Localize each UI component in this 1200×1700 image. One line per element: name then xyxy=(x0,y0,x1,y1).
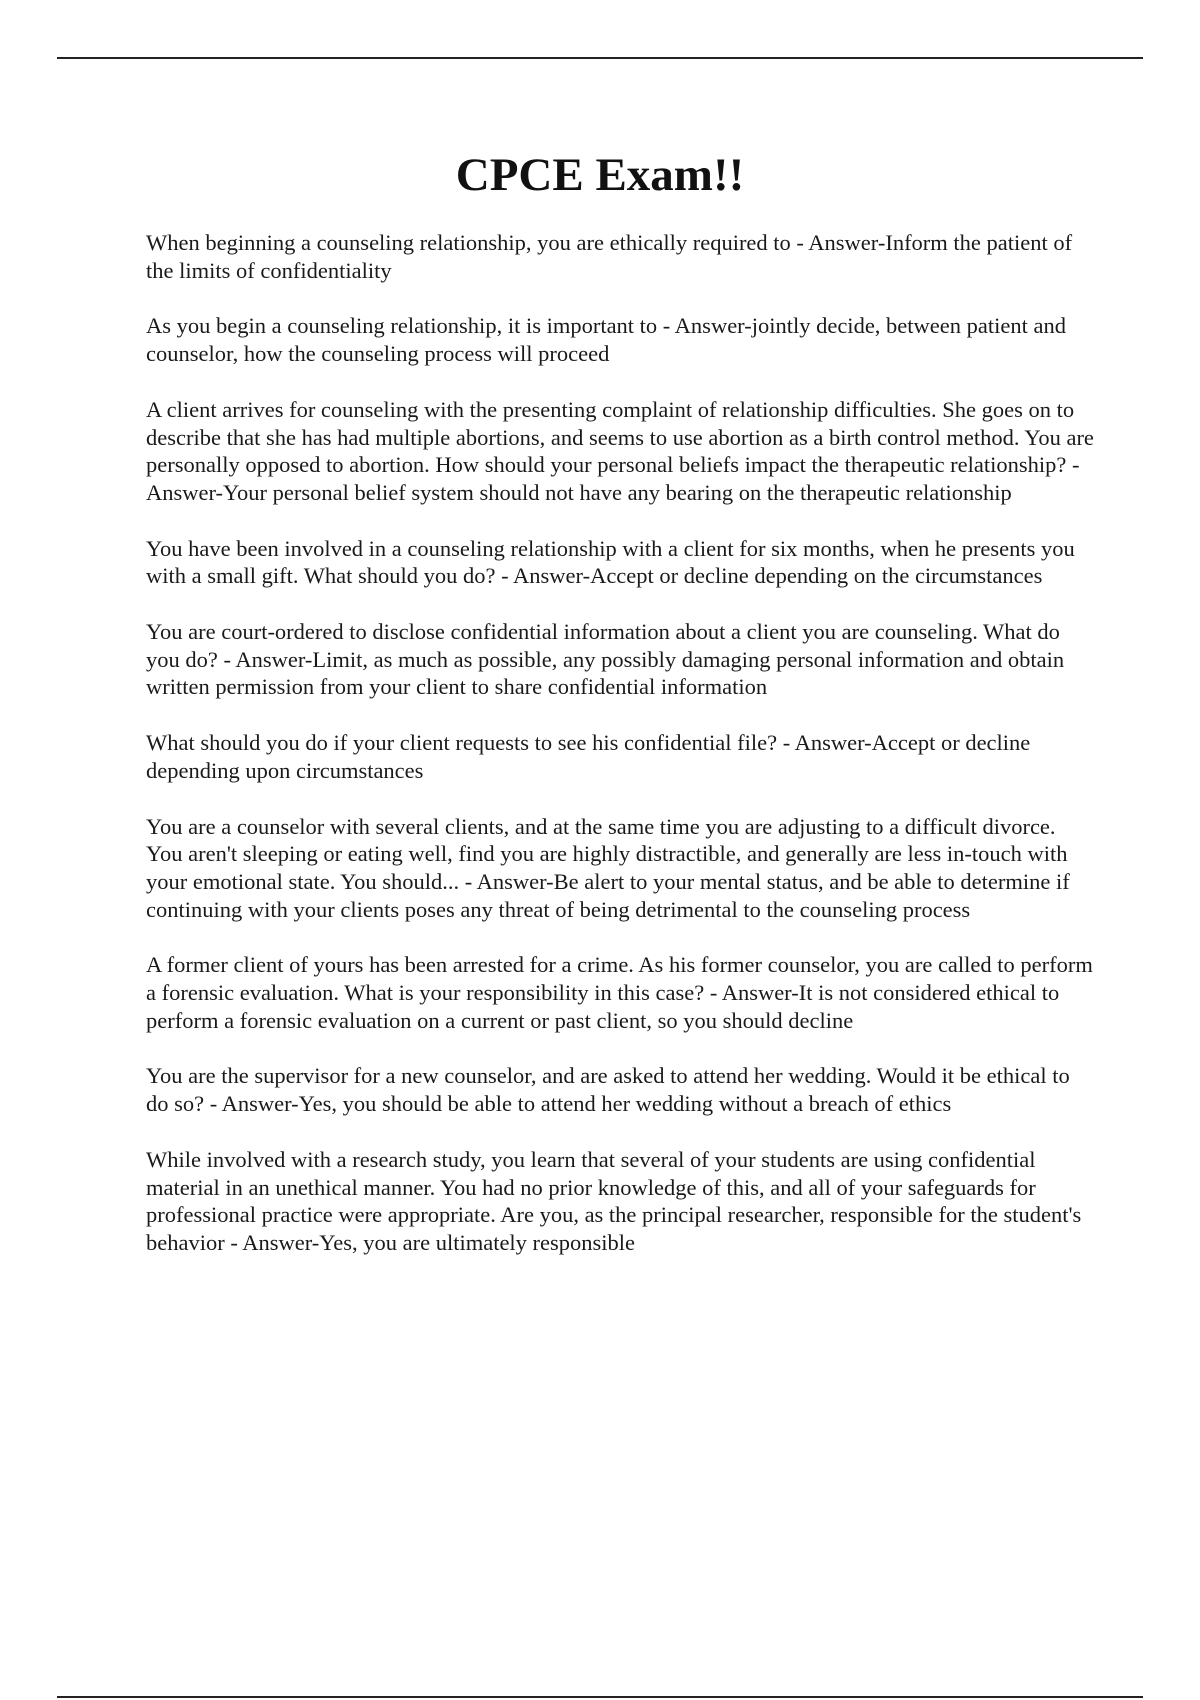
qa-item: You have been involved in a counseling relationship with a client for six months, when he presents you with a small gift. What should you do? - Answer-Accept or decline depending on the circumstances xyxy=(146,535,1075,589)
top-divider xyxy=(57,57,1143,59)
qa-item: What should you do if your client requests to see his confidential file? - Answer-Accept or decline depending upon circumstances xyxy=(146,730,1031,783)
bottom-divider xyxy=(57,1696,1143,1698)
qa-item: A former client of yours has been arrested for a crime. As his former counselor, you are called to perform a forensic evaluation. What is your responsibility in this case? - Answer-It is not considered ethical to perform a forensic evaluation on a current or past client, so you should decline xyxy=(146,952,1093,1033)
qa-item: A client arrives for counseling with the presenting complaint of relationship difficulties. She goes on to describe that she has had multiple abortions, and seems to use abortion as a birth control method. You are personally opposed to abortion. How should your personal beliefs impact the therapeutic relationship? - Answer-Your personal belief system should not have any bearing on the therapeutic relationship xyxy=(146,396,1094,505)
qa-item: While involved with a research study, you learn that several of your students are using confidential material in an unethical manner. You had no prior knowledge of this, and all of your safeguards for professional practice were appropriate. Are you, as the principal researcher, responsible for the student's behavior - Answer-Yes, you are ultimately responsible xyxy=(146,1146,1082,1255)
qa-list xyxy=(146,229,1096,1285)
qa-item: You are court-ordered to disclose confidential information about a client you are counseling. What do you do? - Answer-Limit, as much as possible, any possibly damaging personal information and obtain written permission from your client to share confidential information xyxy=(146,619,1065,700)
qa-item: You are a counselor with several clients, and at the same time you are adjusting to a difficult divorce. You aren't sleeping or eating well, find you are highly distractible, and generally are less in-touch with your emotional state. You should... - Answer-Be alert to your mental status, and be able to determine if continuing with your clients poses any threat of being detrimental to the counseling process xyxy=(146,813,1070,922)
qa-item: When beginning a counseling relationship, you are ethically required to - Answer-Inform the patient of the limits of confidentiality xyxy=(146,230,1073,283)
document-title: CPCE Exam!! xyxy=(455,149,745,201)
qa-item: You are the supervisor for a new counselor, and are asked to attend her wedding. Would it be ethical to do so? - Answer-Yes, you should be able to attend her wedding without a breach of ethics xyxy=(146,1063,1070,1117)
qa-item: As you begin a counseling relationship, it is important to - Answer-jointly decide, between patient and counselor, how the counseling process will proceed xyxy=(146,313,1066,367)
